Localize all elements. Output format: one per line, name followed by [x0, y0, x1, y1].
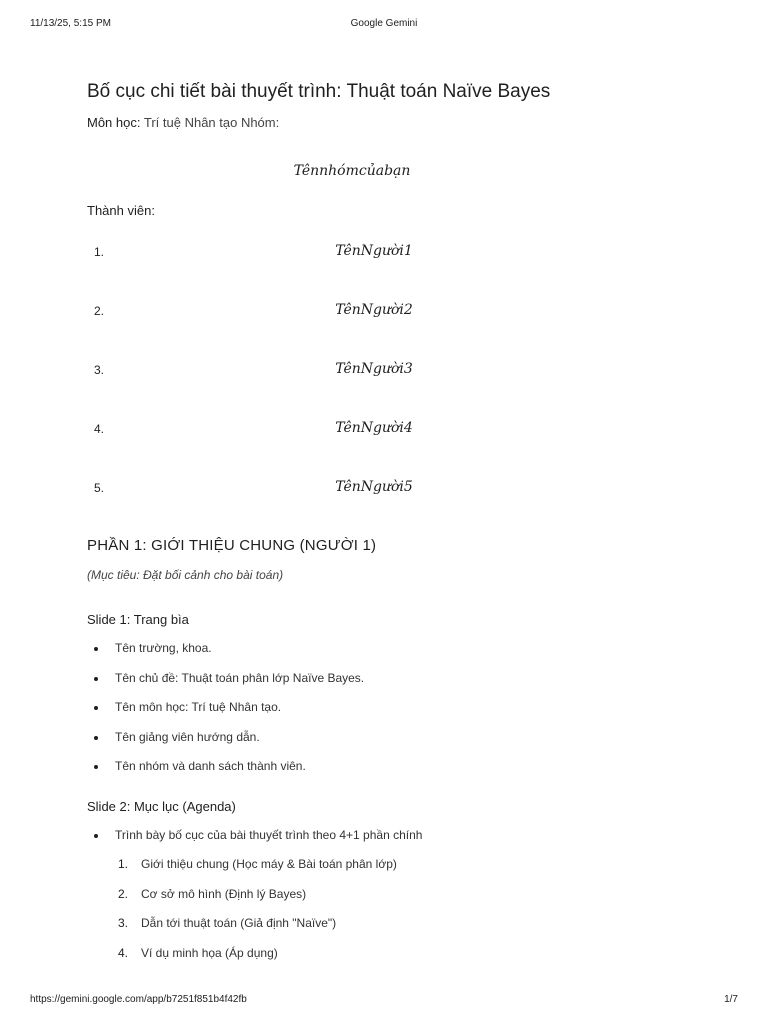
print-datetime: 11/13/25, 5:15 PM: [30, 18, 111, 29]
members-label: Thành viên:: [87, 203, 155, 218]
member-row: [94, 361, 614, 381]
page-number: 1/7: [724, 994, 738, 1005]
subject-label: Môn học:: [87, 115, 141, 130]
list-item: [87, 857, 397, 887]
member-name: TênNgười4: [335, 420, 413, 436]
member-name: TênNgười3: [335, 361, 413, 377]
section-goal: (Mục tiêu: Đặt bối cảnh cho bài toán): [87, 568, 284, 582]
item-number: 1.: [118, 857, 129, 871]
member-name: TênNgười2: [335, 302, 413, 318]
section-title: PHẦN 1: GIỚI THIỆU CHUNG (NGƯỜI 1): [87, 537, 377, 554]
print-header: [30, 18, 738, 34]
print-page-title: Google Gemini: [350, 18, 418, 29]
member-number: 4.: [94, 422, 105, 436]
item-number: 4.: [118, 945, 129, 960]
member-number: 2.: [94, 304, 105, 318]
slide2-bullet-list: [87, 828, 422, 858]
agenda-list: [87, 857, 397, 975]
print-footer: [30, 994, 738, 1010]
member-row: [94, 243, 614, 263]
member-row: [94, 479, 614, 499]
item-text: Giới thiệu chung (Học máy & Bài toán phân lớp): [141, 857, 397, 871]
item-text: Dẫn tới thuật toán (Giả định "Naïve"): [141, 916, 337, 930]
subject-line: [87, 114, 279, 132]
member-number: 3.: [94, 363, 105, 377]
list-item: [87, 916, 397, 946]
group-name: Tênnhómcủabạn: [293, 163, 411, 179]
list-item: Trình bày bố cục của bài thuyết trình theo 4+1 phần chính: [87, 828, 422, 858]
list-item: Tên giảng viên hướng dẫn.: [87, 730, 364, 760]
item-number: 3.: [118, 916, 129, 930]
member-number: 1.: [94, 245, 105, 259]
member-name: TênNgười1: [335, 243, 413, 259]
member-row: [94, 302, 614, 322]
page-title: Bố cục chi tiết bài thuyết trình: Thuật toán Naïve Bayes: [87, 81, 551, 102]
list-item: Tên môn học: Trí tuệ Nhân tạo.: [87, 700, 364, 730]
member-row: [94, 420, 614, 440]
list-item: Tên nhóm và danh sách thành viên.: [87, 759, 364, 789]
item-number: 2.: [118, 886, 129, 901]
slide1-bullet-list: [87, 641, 364, 789]
member-name: TênNgười5: [335, 479, 413, 495]
member-number: 5.: [94, 481, 105, 495]
slide2-title: Slide 2: Mục lục (Agenda): [87, 799, 236, 814]
subject-value: Trí tuệ Nhân tạo Nhóm:: [143, 115, 280, 130]
item-text: Cơ sở mô hình (Định lý Bayes): [141, 886, 307, 901]
list-item: Tên trường, khoa.: [87, 641, 364, 671]
item-text: Ví dụ minh họa (Áp dụng): [141, 945, 278, 960]
document-body: [87, 78, 707, 960]
print-url: https://gemini.google.com/app/b7251f851b4f42fb: [30, 994, 247, 1005]
list-item: Tên chủ đề: Thuật toán phân lớp Naïve Bayes.: [87, 671, 364, 701]
list-item: [87, 946, 397, 976]
list-item: [87, 887, 397, 917]
slide1-title: Slide 1: Trang bìa: [87, 612, 189, 627]
